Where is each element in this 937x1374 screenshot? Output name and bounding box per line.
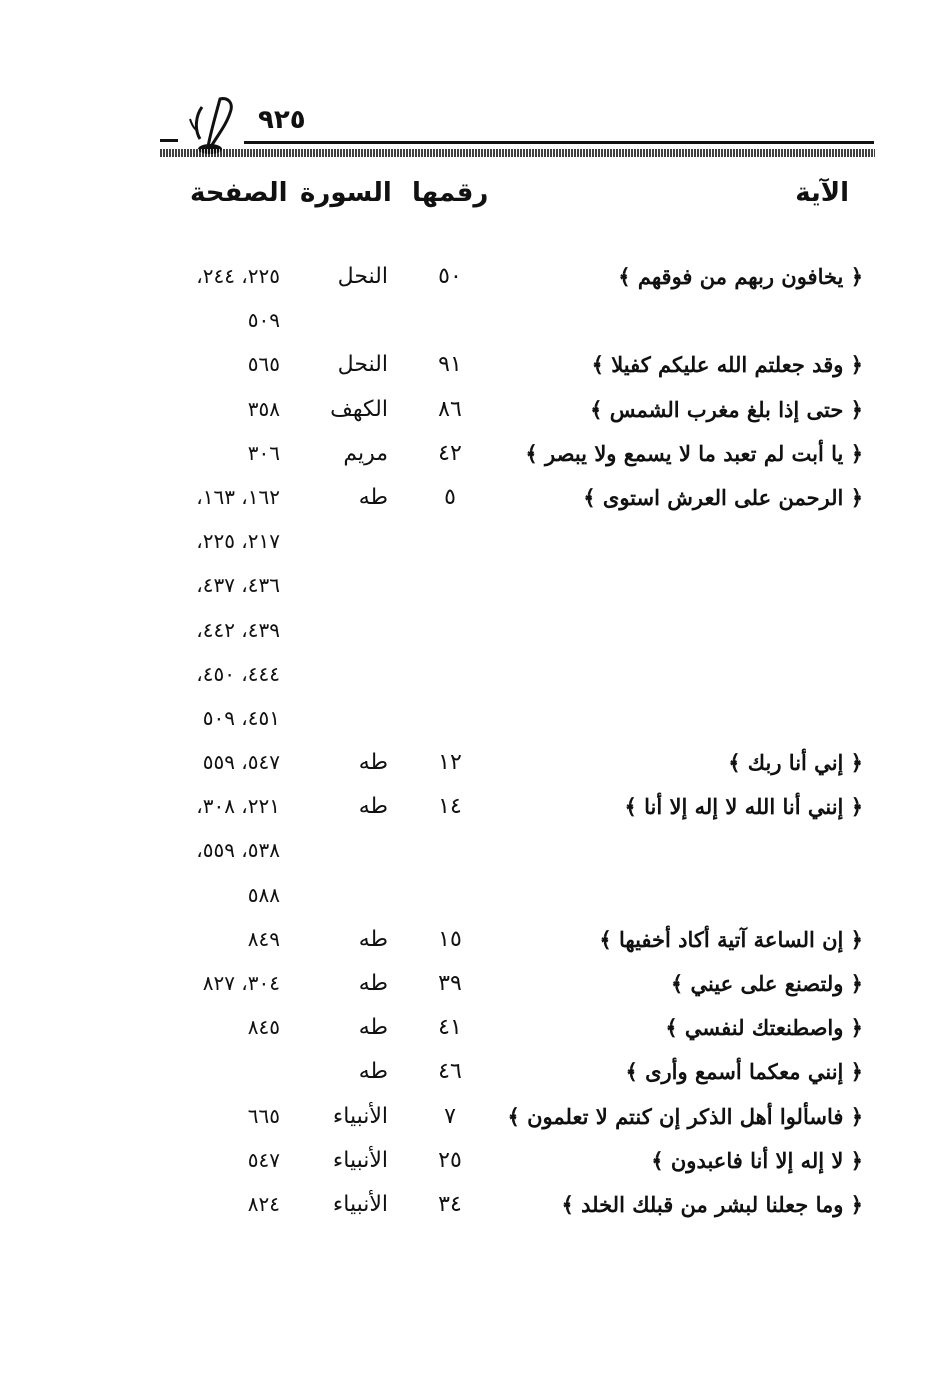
table-row: [0, 523, 937, 567]
ayah-number: ٣٤: [438, 1191, 462, 1217]
table-row: [0, 1142, 937, 1186]
ayah-number: ٣٩: [438, 971, 462, 996]
ayah-number: ١٤: [438, 794, 462, 820]
table-row: [0, 1186, 937, 1230]
ayah-text: ﴿ يا أبت لم تعبد ما لا يسمع ولا يبصر ﴾: [525, 440, 863, 466]
ayah-number: ٩١: [438, 352, 462, 378]
table-row: [0, 391, 937, 435]
table-row: [0, 258, 937, 302]
index-table: [0, 258, 937, 1230]
ayah-text: ﴿ ولتصنع على عيني ﴾: [670, 971, 863, 996]
ayah-text: ﴿ إن الساعة آتية أكاد أخفيها ﴾: [599, 926, 863, 952]
ayah-number: ٢٥: [438, 1147, 462, 1173]
page-refs: ٢٢٥، ٢٤٤،: [196, 264, 280, 288]
surah-name: طه: [358, 750, 388, 776]
page-refs: ٥٣٨، ٥٥٩،: [196, 838, 280, 863]
column-header-ayah: الآية: [795, 178, 849, 208]
ayah-text: ﴿ حتى إذا بلغ مغرب الشمس ﴾: [590, 396, 863, 422]
ayah-number: ٤٦: [438, 1059, 462, 1085]
ayah-text: ﴿ يخافون ربهم من فوقهم ﴾: [618, 264, 863, 289]
page-refs: ٢١٧، ٢٢٥،: [196, 529, 280, 554]
surah-name: الكهف: [330, 396, 388, 422]
column-headers: [0, 178, 937, 228]
ayah-text: ﴿ وما جعلنا لبشر من قبلك الخلد ﴾: [561, 1191, 863, 1217]
surah-name: الأنبياء: [332, 1147, 388, 1173]
surah-name: النحل: [337, 264, 388, 289]
table-row: [0, 567, 937, 611]
ayah-number: ٨٦: [438, 396, 462, 422]
page-header: [160, 95, 875, 165]
surah-name: النحل: [337, 352, 388, 378]
page-refs: ٣٥٨: [247, 396, 280, 421]
ayah-number: ٤١: [438, 1015, 462, 1041]
ayah-text: ﴿ إنني أنا الله لا إله إلا أنا ﴾: [624, 794, 863, 820]
ayah-number: ٤٢: [438, 440, 462, 466]
ayah-text: ﴿ إني أنا ربك ﴾: [728, 750, 863, 776]
page-refs: ٨٤٩: [247, 926, 280, 951]
ayah-number: ٥٠: [438, 264, 462, 289]
table-row: [0, 612, 937, 656]
ayah-number: ١٢: [438, 750, 462, 776]
page-refs: ٤٣٩، ٤٤٢،: [196, 617, 280, 642]
page-refs: ٨٤٥: [247, 1015, 280, 1040]
surah-name: طه: [358, 484, 388, 510]
quill-inkwell-icon: [182, 95, 242, 157]
table-row: [0, 656, 937, 700]
surah-name: مريم: [343, 440, 388, 466]
table-row: [0, 435, 937, 479]
page-refs: ٦٦٥: [247, 1103, 280, 1128]
page-refs: ٥٤٧، ٥٥٩: [202, 750, 280, 775]
page-refs: ٥٤٧: [247, 1147, 280, 1172]
table-row: [0, 877, 937, 921]
table-row: [0, 788, 937, 832]
page-refs: ٨٢٤: [247, 1191, 280, 1216]
surah-name: الأنبياء: [332, 1191, 388, 1217]
table-row: [0, 744, 937, 788]
table-row: [0, 479, 937, 523]
page-refs: ٤٤٤، ٤٥٠،: [196, 661, 280, 686]
page-refs: ٥٠٩: [247, 308, 280, 333]
column-header-surah: السورة: [300, 178, 392, 208]
page-number: ٩٢٥: [258, 105, 306, 135]
surah-name: طه: [358, 1059, 388, 1085]
ayah-number: ٧: [444, 1103, 456, 1129]
header-rule: [244, 141, 874, 144]
table-row: [0, 921, 937, 965]
page-refs: ٢٢١، ٣٠٨،: [196, 794, 280, 819]
page-refs: ٤٥١، ٥٠٩: [202, 705, 280, 730]
table-row: [0, 1098, 937, 1142]
page-refs: ٥٨٨: [247, 882, 280, 907]
surah-name: طه: [358, 1015, 388, 1041]
page-refs: ٣٠٤، ٨٢٧: [202, 971, 280, 995]
ayah-text: ﴿ إنني معكما أسمع وأرى ﴾: [625, 1059, 863, 1085]
surah-name: الأنبياء: [332, 1103, 388, 1129]
header-hatched-rule: [160, 149, 875, 157]
table-row: [0, 1009, 937, 1053]
column-header-number: رقمها: [412, 178, 489, 208]
table-row: [0, 1053, 937, 1097]
page-refs: ٥٦٥: [247, 352, 280, 377]
ayah-text: ﴿ الرحمن على العرش استوى ﴾: [583, 484, 863, 510]
table-row: [0, 832, 937, 876]
ayah-text: ﴿ وقد جعلتم الله عليكم كفيلا ﴾: [591, 352, 863, 378]
page-refs: ٤٣٦، ٤٣٧،: [196, 573, 280, 598]
table-row: [0, 965, 937, 1009]
ayah-number: ٥: [444, 484, 456, 510]
page-refs: ١٦٢، ١٦٣،: [196, 484, 280, 509]
table-row: [0, 700, 937, 744]
table-row: [0, 302, 937, 346]
ayah-text: ﴿ لا إله إلا أنا فاعبدون ﴾: [651, 1147, 863, 1173]
page-refs: ٣٠٦: [247, 440, 280, 465]
header-dash: [160, 139, 178, 142]
surah-name: طه: [358, 926, 388, 952]
table-row: [0, 346, 937, 390]
ayah-text: ﴿ فاسألوا أهل الذكر إن كنتم لا تعلمون ﴾: [507, 1103, 863, 1129]
column-header-page: الصفحة: [190, 178, 288, 208]
surah-name: طه: [358, 971, 388, 996]
surah-name: طه: [358, 794, 388, 820]
ayah-number: ١٥: [438, 926, 462, 952]
ayah-text: ﴿ واصطنعتك لنفسي ﴾: [665, 1015, 863, 1041]
